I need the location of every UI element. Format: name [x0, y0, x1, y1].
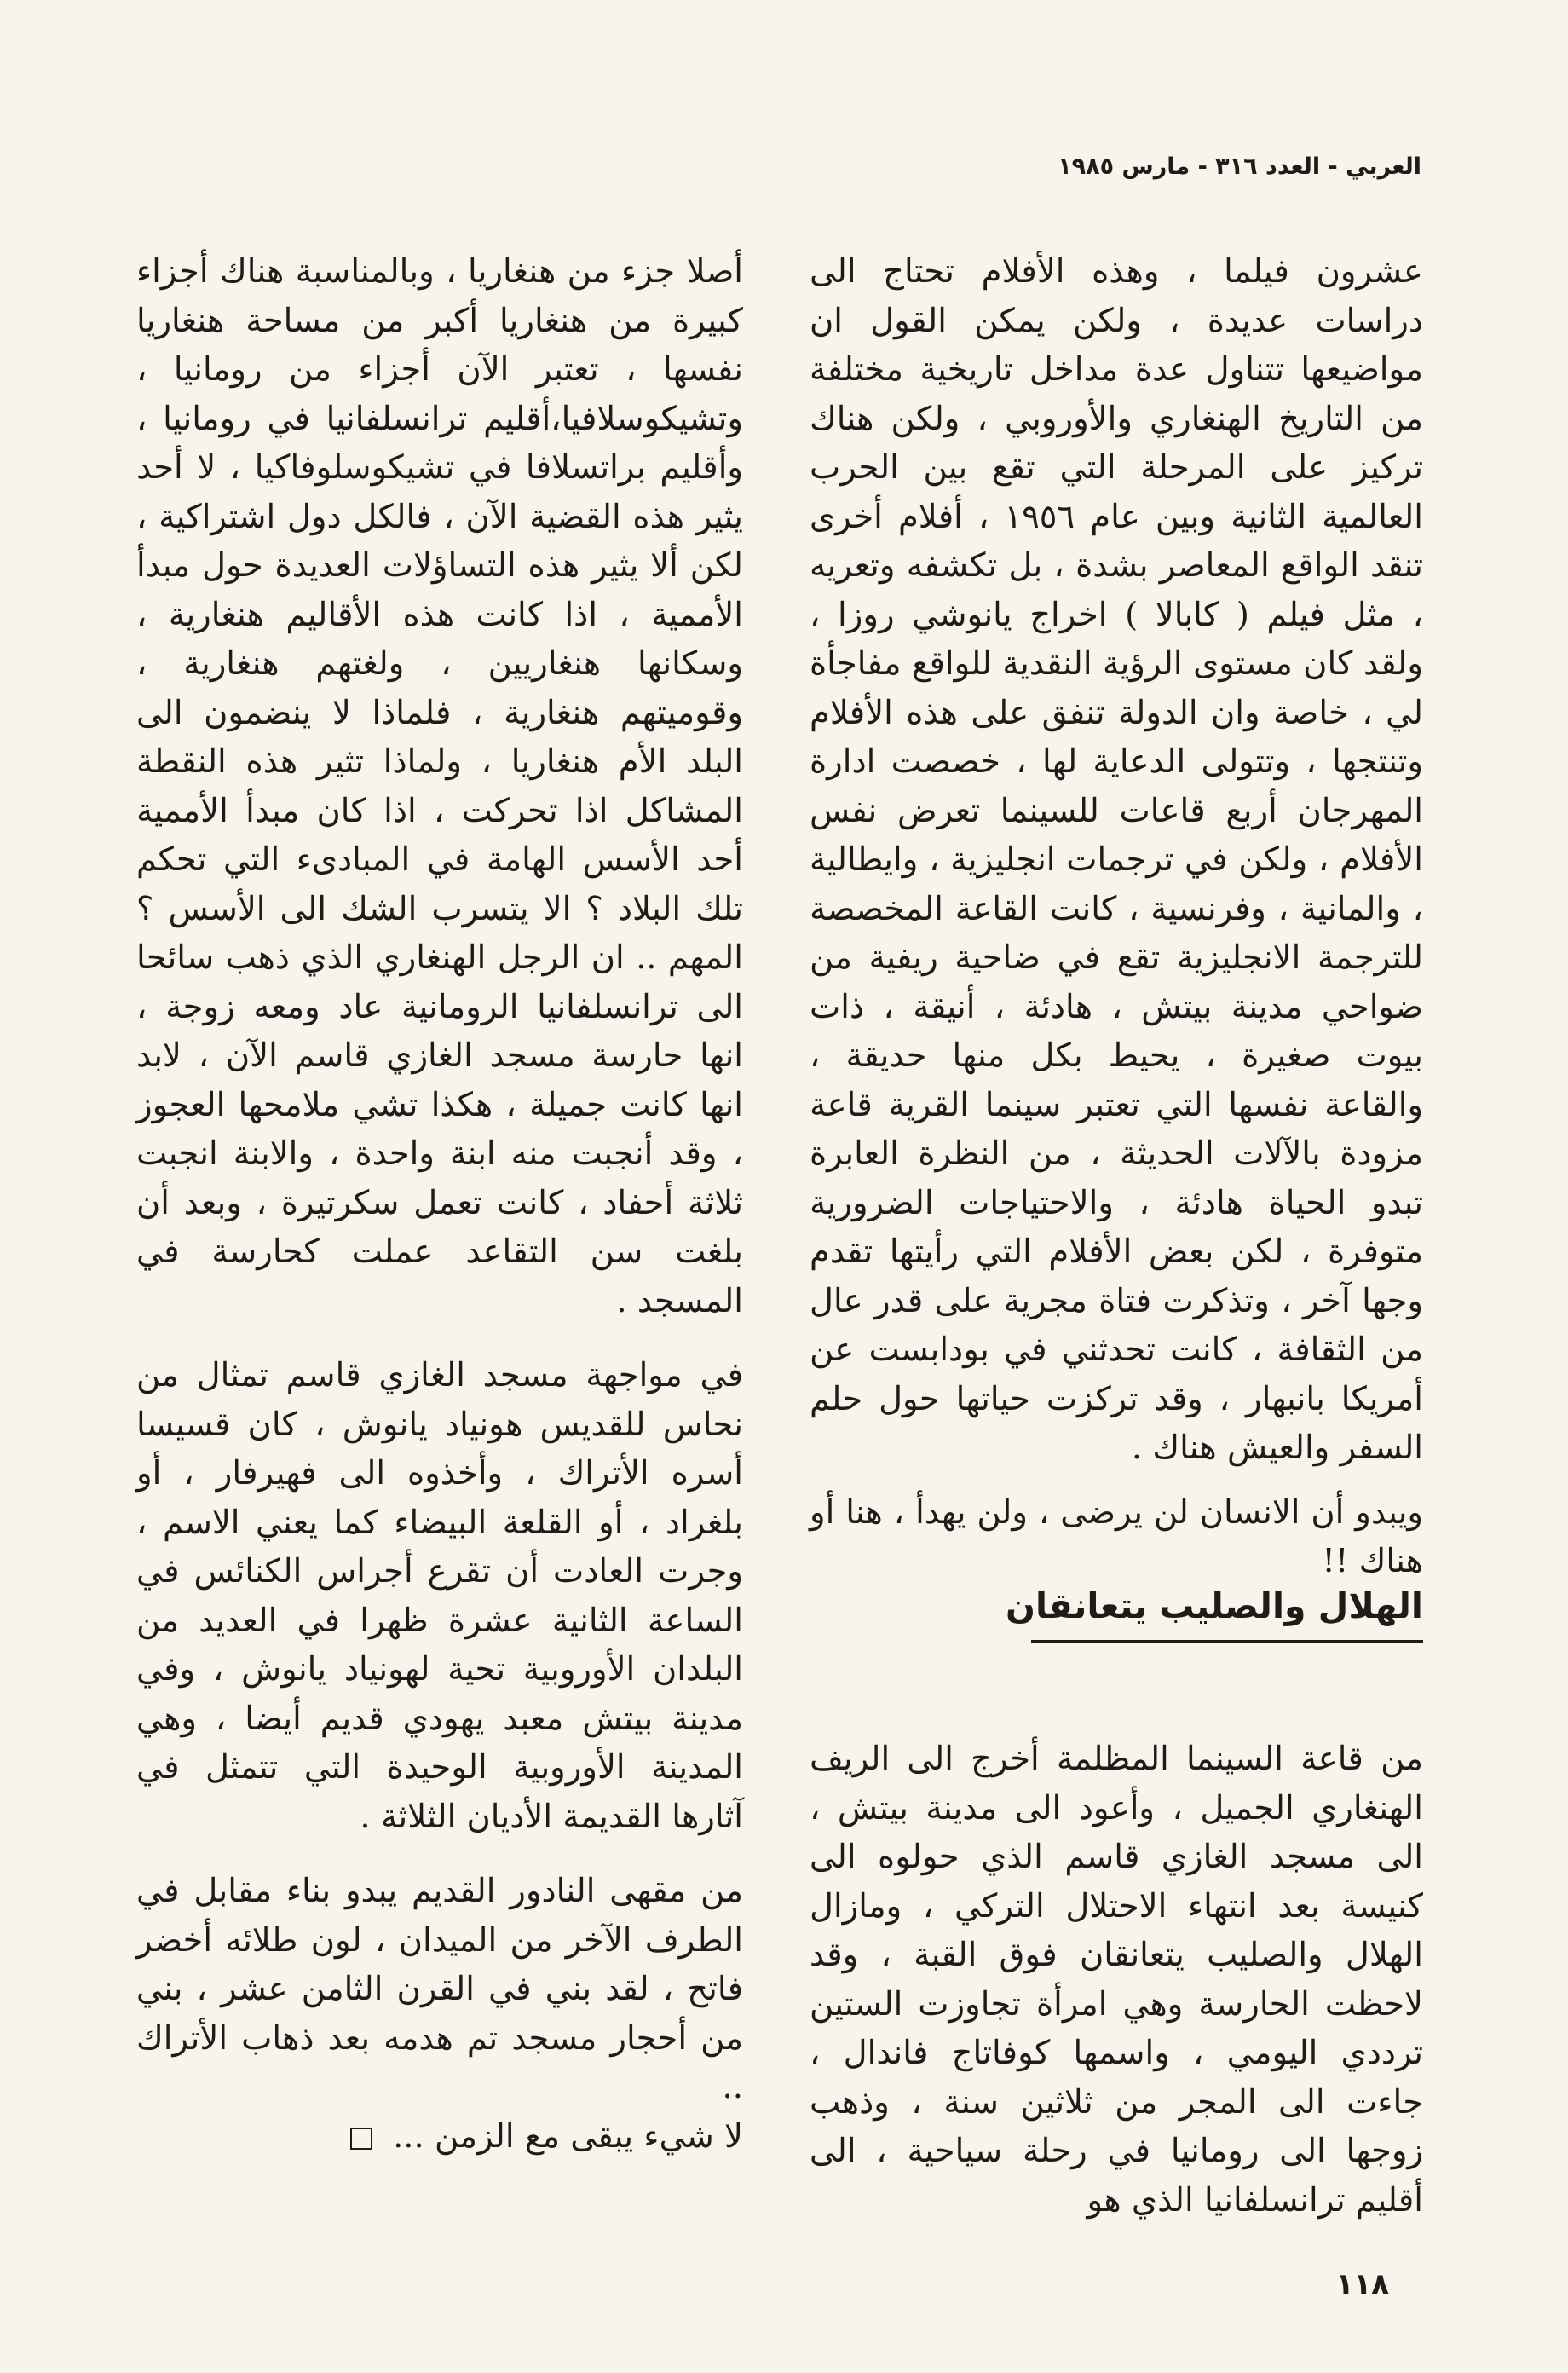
closing-line	[136, 2112, 743, 2162]
paragraph: أصلا جزء من هنغاريا ، وبالمناسبة هناك أجزاء كبيرة من هنغاريا أكبر من مساحة هنغاريا نفسها ، تعتبر الآن أجزاء من رومانيا ، وتشيكوسلافيا،أقليم ترانسلفانيا في رومانيا ، وأقليم براتسلافا في تشيكوسلوفاكيا ، لا أحد يثير هذه القضية الآن ، فالكل دول اشتراكية ، لكن ألا يثير هذه التساؤلات العديدة حول مبدأ الأممية ، اذا كانت هذه الأقاليم هنغارية ، وسكانها هنغاريين ، ولغتهم هنغارية ، وقوميتهم هنغارية ، فلماذا لا ينضمون الى البلد الأم هنغاريا ، ولماذا تثير هذه النقطة المشاكل اذا تحركت ، اذا كان مبدأ الأممية أحد الأسس الهامة في المبادىء التي تحكم تلك البلاد ؟ الا يتسرب الشك الى الأسس ؟ المهم .. ان الرجل الهنغاري الذي ذهب سائحا الى ترانسلفانيا الرومانية عاد ومعه زوجة ، انها حارسة مسجد الغازي قاسم الآن ، لابد انها كانت جميلة ، هكذا تشي ملامحها العجوز ، وقد أنجبت منه ابنة واحدة ، والابنة انجبت ثلاثة أحفاد ، كانت تعمل سكرتيرة ، وبعد أن بلغت سن التقاعد عملت كحارسة في المسجد .	[136, 252, 743, 1320]
page-number: ١١٨	[1335, 2267, 1389, 2301]
article-column-left	[136, 247, 743, 2161]
paragraph: عشرون فيلما ، وهذه الأفلام تحتاج الى دراسات عديدة ، ولكن يمكن القول ان مواضيعها تتناول عدة مداخل تاريخية مختلفة من التاريخ الهنغاري والأوروبي ، ولكن هناك تركيز على المرحلة التي تقع بين الحرب العالمية الثانية وبين عام ١٩٥٦ ، أفلام أخرى تنقد الواقع المعاصر بشدة ، بل تكشفه وتعريه ، مثل فيلم ( كابالا ) اخراج يانوشي روزا ، ولقد كان مستوى الرؤية النقدية للواقع مفاجأة لي ، خاصة وان الدولة تنفق على هذه الأفلام وتنتجها ، وتتولى الدعاية لها ، خصصت ادارة المهرجان أربع قاعات للسينما تعرض نفس الأفلام ، ولكن في ترجمات انجليزية ، وايطالية ، والمانية ، وفرنسية ، كانت القاعة المخصصة للترجمة الانجليزية تقع في ضاحية ريفية من ضواحي مدينة بيتش ، هادئة ، أنيقة ، ذات بيوت صغيرة ، يحيط بكل منها حديقة ، والقاعة نفسها التي تعتبر سينما القرية قاعة مزودة بالآلات الحديثة ، من النظرة العابرة تبدو الحياة هادئة ، والاحتياجات الضرورية متوفرة ، لكن بعض الأفلام التي رأيتها تقدم وجها آخر ، وتذكرت فتاة مجرية على قدر عال من الثقافة ، كانت تحدثني في بودابست عن أمريكا بانبهار ، وقد تركزت حياتها حول حلم السفر والعيش هناك .	[810, 252, 1423, 1467]
article-column-right-bottom	[810, 1735, 1423, 2225]
paragraph: في مواجهة مسجد الغازي قاسم تمثال من نحاس للقديس هونياد يانوش ، كان قسيسا أسره الأتراك ، وأخذوه الى فهيرفار ، أو بلغراد ، أو القلعة البيضاء كما يعني الاسم ، وجرت العادت أن تقرع أجراس الكنائس في الساعة الثانية عشرة ظهرا في العديد من البلدان الأوروبية تحية لهونياد يانوش ، وفي مدينة بيتش معبد يهودي قديم أيضا ، وهي المدينة الأوروبية الوحيدة التي تتمثل في آثارها القديمة الأديان الثلاثة .	[136, 1356, 743, 1836]
section-heading: الهلال والصليب يتعانقان	[1031, 1585, 1423, 1643]
running-header: العربي - العدد ٣١٦ - مارس ١٩٨٥	[1058, 153, 1421, 180]
article-column-right-top	[810, 247, 1423, 1586]
end-of-article-square-icon	[350, 2128, 372, 2150]
closing-text: لا شيء يبقى مع الزمن ...	[393, 2116, 743, 2156]
paragraph: من قاعة السينما المظلمة أخرج الى الريف الهنغاري الجميل ، وأعود الى مدينة بيتش ، الى مسجد الغازي قاسم الذي حولوه الى كنيسة بعد انتهاء الاحتلال التركي ، ومازال الهلال والصليب يتعانقان فوق القبة ، وقد لاحظت الحارسة وهي امرأة تجاوزت الستين ترددي اليومي ، واسمها كوفاتاج فاندال ، جاءت الى المجر من ثلاثين سنة ، وذهب زوجها الى رومانيا في رحلة سياحية ، الى أقليم ترانسلفانيا الذي هو	[810, 1740, 1423, 2220]
paragraph: من مقهى النادور القديم يبدو بناء مقابل في الطرف الآخر من الميدان ، لون طلائه أخضر فاتح ، لقد بني في القرن الثامن عشر ، بني من أحجار مسجد تم هدمه بعد ذهاب الأتراك ..	[136, 1872, 743, 2106]
paragraph: ويبدو أن الانسان لن يرضى ، ولن يهدأ ، هنا أو هناك !!	[810, 1493, 1423, 1580]
